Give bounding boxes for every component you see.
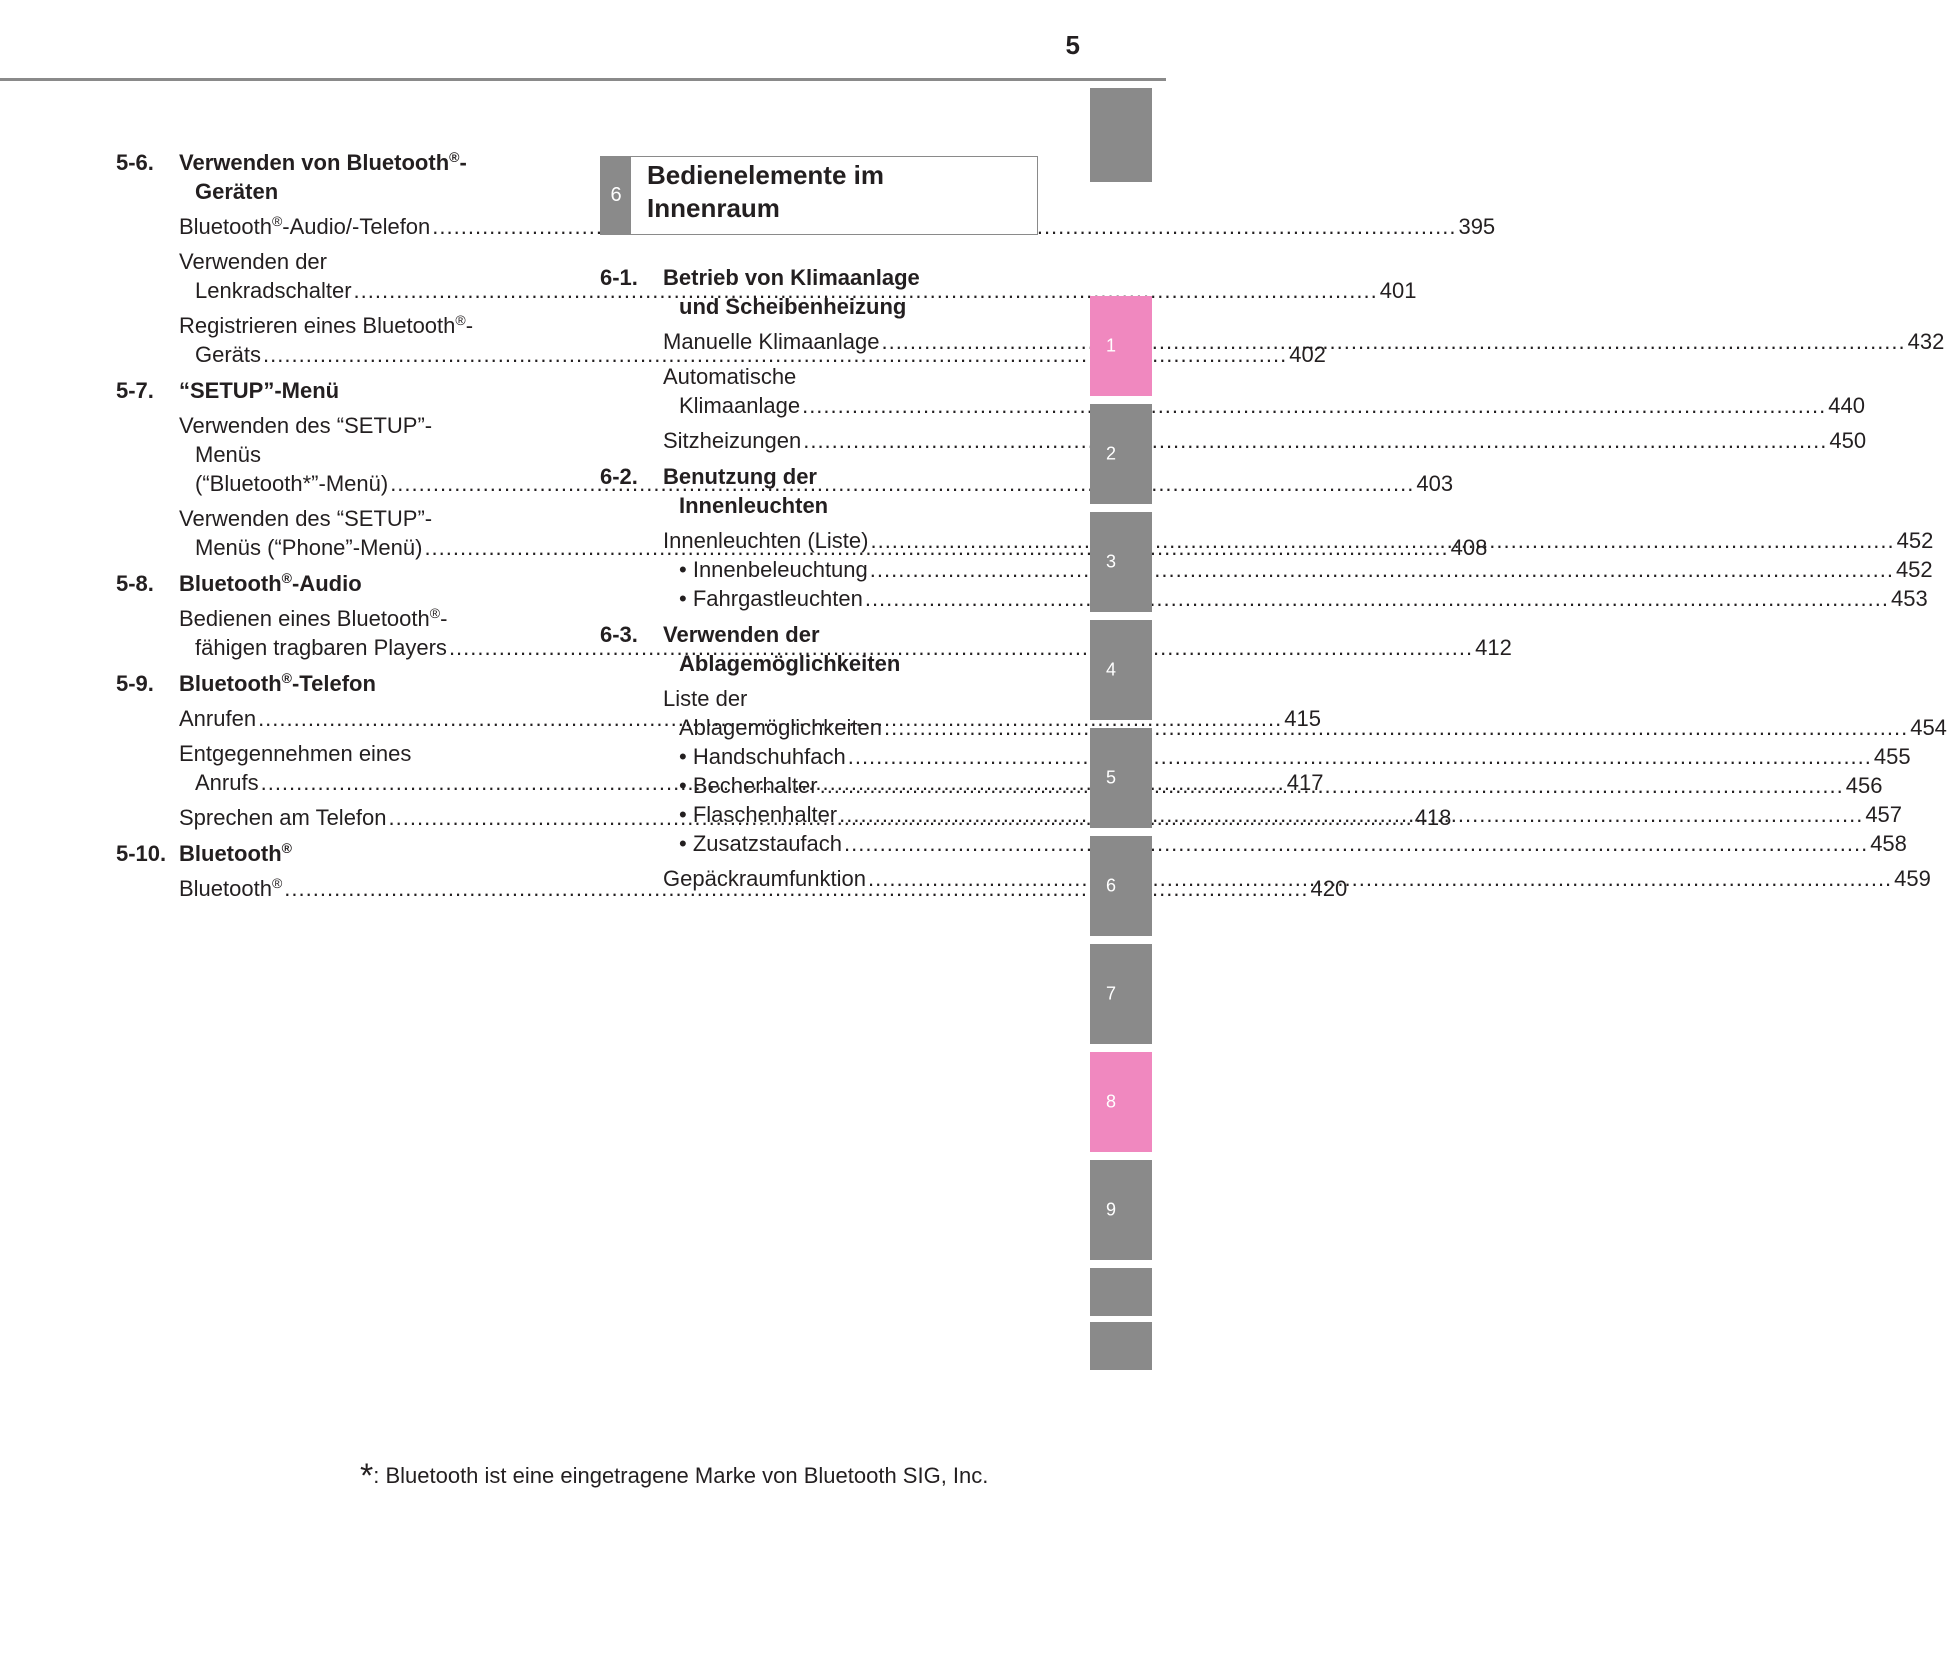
leader-dots: [844, 829, 1868, 858]
section-heading-5-8[interactable]: [116, 569, 546, 598]
side-tab-index-b[interactable]: [1090, 1322, 1152, 1370]
page-ref: 408: [1450, 535, 1488, 560]
toc-entry[interactable]: Verwenden des “SETUP”- Menüs (“Bluetooth*”-Menü) ..... 403: [116, 411, 546, 498]
side-tab-9[interactable]: 9: [1090, 1160, 1152, 1260]
page-ref: 418: [1414, 805, 1452, 830]
footnote-asterisk: *: [360, 1457, 374, 1495]
page-ref: 452: [1896, 528, 1934, 553]
toc-entry[interactable]: Sitzheizungen ..... 450: [600, 426, 1040, 455]
section-title: Benutzung der Innenleuchten: [663, 464, 829, 518]
section-heading-5-9[interactable]: [116, 669, 546, 698]
page-ref: 458: [1870, 831, 1907, 856]
section-number: 5-6.: [116, 150, 154, 175]
toc-subentry[interactable]: • Innenbeleuchtung ..... 452: [600, 555, 1040, 584]
toc-entry[interactable]: Entgegennehmen eines Anrufs ..... 417: [116, 739, 546, 797]
side-tab-index-a[interactable]: [1090, 1268, 1152, 1316]
section-heading-6-3[interactable]: [600, 620, 1040, 678]
page-ref: 450: [1829, 428, 1867, 453]
page-ref: 417: [1286, 770, 1324, 795]
section-title: Betrieb von Klimaanlage und Scheibenheizung: [663, 265, 920, 319]
leader-dots: [802, 393, 1826, 418]
chapter-number: 6: [601, 157, 631, 234]
section-number: 6-1.: [600, 265, 638, 290]
section-heading-5-6[interactable]: [116, 148, 546, 206]
leader-dots: [865, 584, 1889, 613]
page-ref: 402: [1289, 342, 1326, 367]
toc-entry[interactable]: Anrufen ..... 415: [116, 704, 546, 733]
side-tab-1[interactable]: 1: [1090, 296, 1152, 396]
toc-subentry[interactable]: • Fahrgastleuchten ..... 453: [600, 584, 1040, 613]
chapter-title: Bedienelemente im Innenraum: [647, 160, 884, 223]
section-title: Bluetooth®: [179, 840, 292, 866]
section-heading-5-10[interactable]: [116, 839, 546, 868]
page-number: 5: [1065, 30, 1080, 60]
toc-entry[interactable]: Registrieren eines Bluetooth®- Geräts ..... 402: [116, 311, 546, 369]
page-ref: 454: [1910, 715, 1947, 740]
toc-entry[interactable]: Liste der Ablagemöglichkeiten ..... 454: [600, 684, 1040, 742]
page-ref: 455: [1873, 744, 1911, 769]
page-ref: 395: [1458, 214, 1496, 239]
footnote: *: Bluetooth ist eine eingetragene Marke von Bluetooth SIG, Inc.: [360, 1457, 989, 1495]
page-ref: 452: [1895, 557, 1933, 582]
page-ref: 456: [1845, 773, 1883, 798]
section-number: 6-2.: [600, 464, 638, 489]
leader-dots: [881, 327, 1905, 356]
section-title: Verwenden der Ablagemöglichkeiten: [663, 622, 901, 676]
side-tab-top[interactable]: [1090, 88, 1152, 182]
toc-subentry[interactable]: • Zusatzstaufach ..... 458: [600, 829, 1040, 858]
side-tab-6[interactable]: 6: [1090, 836, 1152, 936]
section-number: 5-7.: [116, 378, 154, 403]
section-heading-6-1[interactable]: [600, 263, 1040, 321]
leader-dots: [884, 715, 1908, 740]
chapter-header[interactable]: [600, 156, 1038, 235]
side-tab-8[interactable]: 8: [1090, 1052, 1152, 1152]
toc-entry[interactable]: Verwenden des “SETUP”- Menüs (“Phone”-Menü) ..... 408: [116, 504, 546, 562]
header-rule: [0, 78, 1166, 81]
page-ref: 403: [1416, 471, 1454, 496]
side-tab-2[interactable]: 2: [1090, 404, 1152, 504]
leader-dots: [820, 771, 1844, 800]
toc-entry[interactable]: Sprechen am Telefon ..... 418: [116, 803, 546, 832]
section-heading-5-7[interactable]: [116, 376, 546, 405]
page-ref: 412: [1475, 635, 1512, 660]
toc-subentry[interactable]: • Handschuhfach ..... 455: [600, 742, 1040, 771]
section-number: 5-10.: [116, 841, 167, 866]
toc-entry[interactable]: Innenleuchten (Liste) ..... 452: [600, 526, 1040, 555]
leader-dots: [839, 800, 1863, 829]
page-ref: 401: [1379, 278, 1417, 303]
toc-subentry[interactable]: • Becherhalter ..... 456: [600, 771, 1040, 800]
page-ref: 440: [1828, 393, 1865, 418]
page-ref: 420: [1310, 876, 1348, 901]
page-ref: 453: [1891, 586, 1928, 611]
page-ref: 459: [1894, 866, 1931, 891]
page-ref: 415: [1284, 706, 1321, 731]
toc-entry[interactable]: Bluetooth®-Audio/-Telefon ..... 395: [116, 212, 546, 241]
toc-entry[interactable]: Bluetooth® ..... 420: [116, 874, 546, 903]
section-number: 6-3.: [600, 622, 638, 647]
section-title: “SETUP”-Menü: [179, 378, 340, 403]
side-tab-5[interactable]: 5: [1090, 728, 1152, 828]
side-tab-4[interactable]: 4: [1090, 620, 1152, 720]
toc-subentry[interactable]: • Flaschenhalter ..... 457: [600, 800, 1040, 829]
side-tab-3[interactable]: 3: [1090, 512, 1152, 612]
section-number: 5-9.: [116, 671, 154, 696]
leader-dots: [803, 426, 1827, 455]
section-title: Bluetooth®-Audio: [179, 570, 362, 596]
leader-dots: [870, 555, 1894, 584]
toc-entry[interactable]: Automatische Klimaanlage ..... 440: [600, 362, 1040, 420]
side-tab-7[interactable]: 7: [1090, 944, 1152, 1044]
leader-dots: [870, 526, 1894, 555]
section-number: 5-8.: [116, 571, 154, 596]
section-title: Bluetooth®-Telefon: [179, 670, 376, 696]
section-title: Verwenden von Bluetooth®- Geräten: [179, 149, 467, 204]
toc-entry[interactable]: Bedienen eines Bluetooth®- fähigen tragbaren Players ..... 412: [116, 604, 546, 662]
page-ref: 457: [1865, 802, 1903, 827]
toc-entry[interactable]: Gepäckraumfunktion ..... 459: [600, 864, 1040, 893]
leader-dots: [868, 864, 1892, 893]
toc-entry[interactable]: Manuelle Klimaanlage ..... 432: [600, 327, 1040, 356]
section-heading-6-2[interactable]: [600, 462, 1040, 520]
toc-entry[interactable]: Verwenden der Lenkradschalter ..... 401: [116, 247, 546, 305]
leader-dots: [848, 742, 1872, 771]
page-ref: 432: [1907, 329, 1945, 354]
